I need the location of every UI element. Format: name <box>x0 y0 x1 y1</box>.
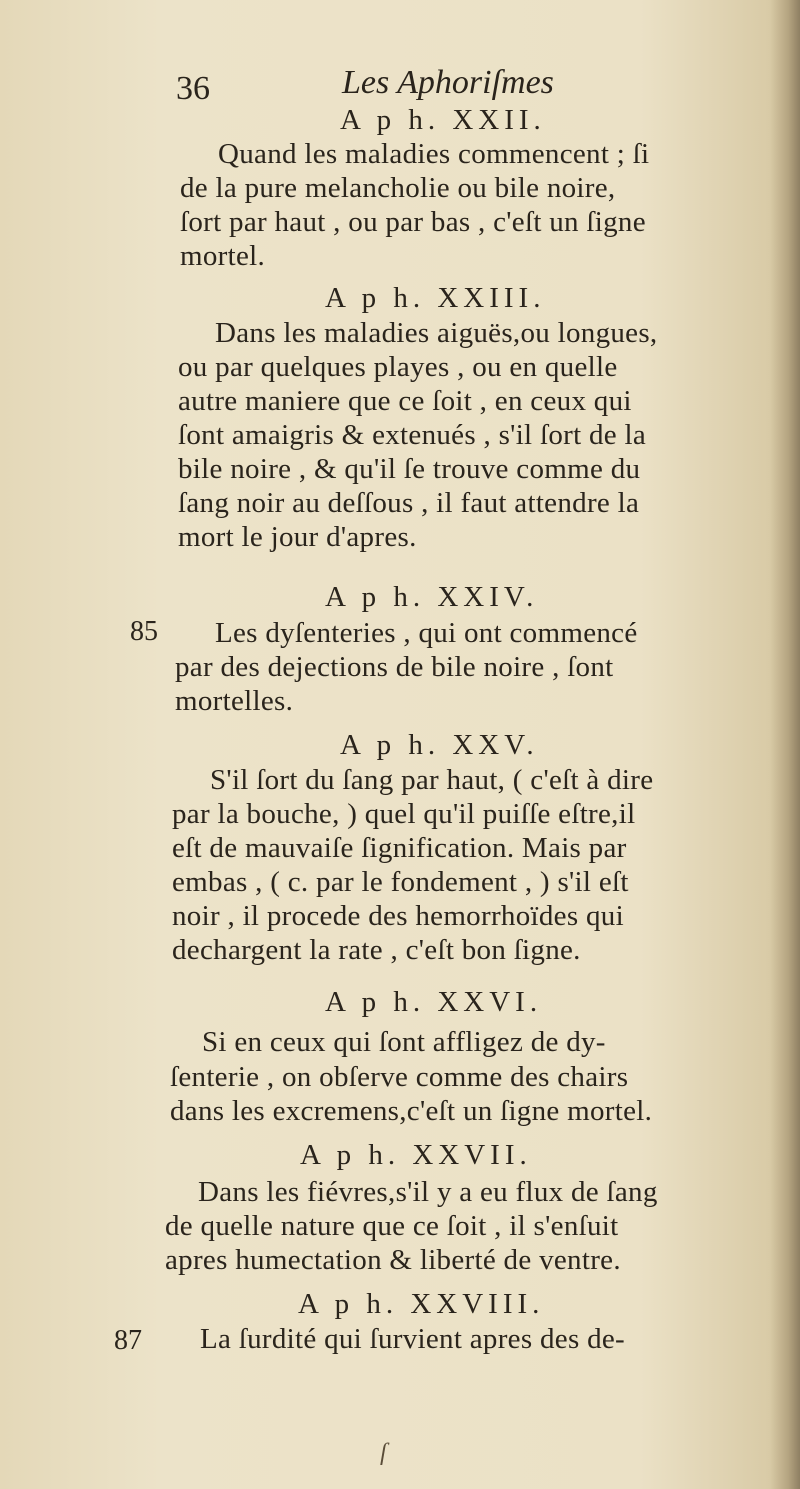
running-title: Les Aphoriſmes <box>342 64 554 101</box>
text-line: dans les excremens,c'eſt un ſigne mortel. <box>170 1095 653 1127</box>
aphorism-heading: A p h. XXVIII. <box>298 1288 545 1320</box>
text-line: par des dejections de bile noire , ſont <box>175 651 614 683</box>
text-line: S'il ſort du ſang par haut, ( c'eſt à dire <box>210 764 654 796</box>
page-number: 36 <box>176 70 210 107</box>
aphorism-heading: A p h. XXIII. <box>325 282 546 314</box>
text-line: noir , il procede des hemorrhoïdes qui <box>172 900 624 932</box>
text-line: La ſurdité qui ſurvient apres des de- <box>200 1323 626 1355</box>
text-line: Les dyſenteries , qui ont commencé <box>215 617 638 649</box>
text-line: ſenterie , on obſerve comme des chairs <box>170 1061 629 1093</box>
text-line: Si en ceux qui ſont affligez de dy- <box>202 1026 606 1058</box>
text-line: mortelles. <box>175 685 294 717</box>
text-line: de quelle nature que ce ſoit , il s'enſuit <box>165 1210 619 1242</box>
text-line: dechargent la rate , c'eſt bon ſigne. <box>172 934 581 966</box>
text-line: ſang noir au deſſous , il faut attendre la <box>178 487 640 519</box>
text-line: par la bouche, ) quel qu'il puiſſe eſtre,il <box>172 798 636 830</box>
aphorism-heading: A p h. XXVI. <box>325 986 543 1018</box>
text-line: mortel. <box>180 240 266 272</box>
text-line: ſont amaigris & extenués , s'il ſort de la <box>178 419 647 451</box>
signature-mark: ſ <box>380 1440 387 1466</box>
margin-number: 87 <box>114 1325 142 1356</box>
aphorism-heading: A p h. XXVII. <box>300 1139 532 1171</box>
aphorism-heading: A p h. XXV. <box>340 729 539 761</box>
aphorism-heading: A p h. XXII. <box>340 104 546 136</box>
aphorism-heading: A p h. XXIV. <box>325 581 539 613</box>
text-line: ſort par haut , ou par bas , c'eſt un ſigne <box>180 206 646 238</box>
margin-number: 85 <box>130 616 158 647</box>
text-line: autre maniere que ce ſoit , en ceux qui <box>178 385 632 417</box>
text-line: apres humectation & liberté de ventre. <box>165 1244 621 1276</box>
text-line: Dans les fiévres,s'il y a eu flux de ſang <box>198 1176 658 1208</box>
text-line: Quand les maladies commencent ; ſi <box>218 138 650 170</box>
text-line: eſt de mauvaiſe ſignification. Mais par <box>172 832 627 864</box>
text-line: de la pure melancholie ou bile noire, <box>180 172 616 204</box>
text-line: Dans les maladies aiguës,ou longues, <box>215 317 658 349</box>
page-edge-shadow <box>770 0 800 1489</box>
text-line: ou par quelques playes , ou en quelle <box>178 351 618 383</box>
text-line: mort le jour d'apres. <box>178 521 417 553</box>
text-line: bile noire , & qu'il ſe trouve comme du <box>178 453 641 485</box>
text-line: embas , ( c. par le fondement , ) s'il eſt <box>172 866 629 898</box>
